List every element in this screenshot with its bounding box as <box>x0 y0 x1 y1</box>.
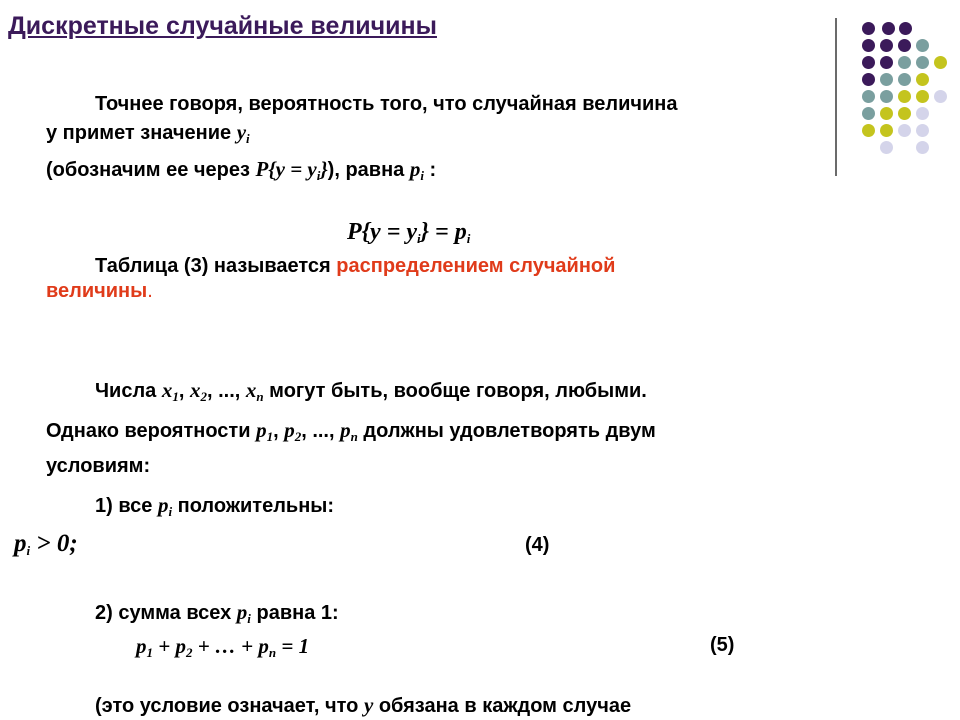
decorative-dot <box>862 107 875 120</box>
decorative-dot <box>916 107 929 120</box>
p4-line2: условиям: <box>46 455 151 477</box>
decorative-dot <box>898 73 911 86</box>
decorative-dot <box>899 22 912 35</box>
decorative-dot <box>916 39 929 52</box>
decorative-dot <box>880 141 893 154</box>
decorative-dot <box>934 56 947 69</box>
decorative-dot <box>880 73 893 86</box>
decorative-dot <box>916 141 929 154</box>
decorative-dot <box>862 73 875 86</box>
decorative-dot <box>934 90 947 103</box>
var-p: $p_i$ <box>409 157 424 183</box>
p1-line2 <box>46 120 250 145</box>
decorative-dot <box>882 22 895 35</box>
p1-line3: (обозначим ее через $P\{y = y_i\}$), равна $p_i$ : <box>46 157 437 183</box>
equation-probability: $P\{y = y_i\} = p_i$ <box>347 219 471 246</box>
decorative-dot <box>862 90 875 103</box>
decorative-dot <box>880 107 893 120</box>
decorative-dot <box>916 124 929 137</box>
decorative-dot <box>898 124 911 137</box>
decorative-dot <box>898 39 911 52</box>
decorative-dot <box>880 39 893 52</box>
decorative-dot <box>880 56 893 69</box>
decorative-dot <box>916 56 929 69</box>
last-line: (это условие означает, что y обязана в каждом случае <box>95 693 632 717</box>
p2-line1: Таблица (3) называется распределением случайной <box>95 255 616 277</box>
prob-expression: $P\{y = y_i\}$ <box>255 157 328 183</box>
p3-line: Числа $x_1$, $x_2$, ..., $x_n$ могут быть, вообще говоря, любыми. <box>95 378 647 404</box>
decorative-divider <box>835 18 837 176</box>
p2-line2: величины. <box>46 280 153 302</box>
decorative-dot <box>862 22 875 35</box>
decorative-dot <box>916 73 929 86</box>
decorative-dot <box>862 39 875 52</box>
equation-4: $p_i > 0$; <box>14 530 78 558</box>
decorative-dot <box>916 90 929 103</box>
p4-line1: Однако вероятности $p_1$, $p_2$, ..., $p_n$ должны удовлетворять двум <box>46 418 656 444</box>
var-y: $y_i$ <box>236 120 250 146</box>
p1-line1: Точнее говоря, вероятность того, что случайная величина <box>95 93 678 115</box>
condition-1: 1) все $p_i$ положительны: <box>95 493 335 519</box>
decorative-dot <box>880 124 893 137</box>
slide-title: Дискретные случайные величины <box>8 12 437 40</box>
condition-2: 2) сумма всех $p_i$ равна 1: <box>95 600 339 626</box>
equation-5: $p_1 + p_2$ + … + $p_n = 1$ <box>136 634 310 660</box>
equation-5-number: (5) <box>710 634 735 656</box>
decorative-dot <box>898 90 911 103</box>
equation-4-number: (4) <box>525 534 550 556</box>
decorative-dot <box>898 56 911 69</box>
p1-line2-text: у примет значение <box>46 122 237 144</box>
highlight-term: распределением случайной <box>336 255 616 277</box>
decorative-dot <box>862 56 875 69</box>
decorative-dot <box>862 124 875 137</box>
decorative-dot <box>898 107 911 120</box>
decorative-dot <box>880 90 893 103</box>
